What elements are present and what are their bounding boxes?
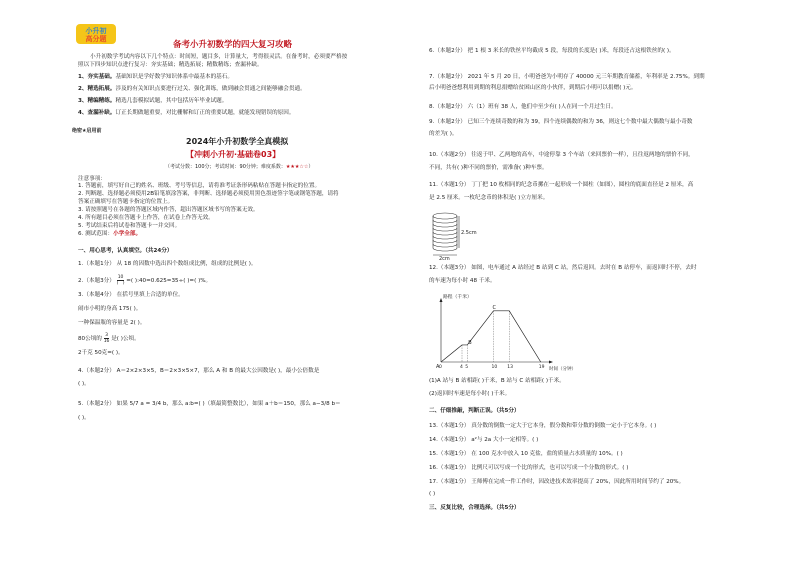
notice-item: 6. 测试范围：小学全部。: [78, 231, 142, 237]
question-10: 10.（本题2分） 往返于甲、乙两地的高车，中途停靠 3 个车站（来回票价一样），且往返两地的票价不同，: [429, 152, 694, 158]
question-3b: 一种保温瓶的容量是 2( )。: [78, 320, 146, 326]
question-12-cont: 的车速为每小时 48 千米。: [429, 278, 496, 284]
intro-line: 小升初数学考试内容以下几个特点：时间短，题目多，计算量大，考得很灵活。在备考时，必须要严格按: [90, 54, 348, 60]
distance-time-chart: [431, 290, 591, 374]
tip-item: 4、查漏补缺。订正长期做题重要，对比栅解和订正的重要试题，就能发现错误的原因。: [78, 110, 295, 116]
station-label: A: [436, 364, 440, 370]
judge-question: 15.（本题1分） 在 100 克水中放入 10 克盐，盐的质量占水质量的 10%。( ): [429, 451, 623, 457]
question-11-cont: 是 2.5 厘米。一枚纪念币的体积是( )立方厘米。: [429, 195, 549, 201]
x-tick-label: 0: [439, 365, 442, 370]
judge-question-cont: ( ): [429, 491, 436, 497]
chart-xlabel: 时间（分钟）: [549, 367, 576, 372]
question-9-cont: 的差为( )。: [429, 131, 458, 137]
station-label: B: [468, 339, 472, 346]
exam-info: （考试分数：100分；考试时间：90分钟；难度系数：★★★☆☆）: [165, 164, 314, 170]
question-4: 4.（本题2分） A＝2×2×3×5，B＝2×3×5×7，那么 A 和 B 的最大公因数是( )，最小公倍数是: [78, 368, 320, 374]
question-8: 8.（本题2分） 六（1）班有 38 人，他们中至少有( )人在同一个月过生日。: [429, 104, 617, 110]
x-tick-label: 10: [491, 365, 498, 370]
judge-question: 13.（本题1分） 真分数的倒数一定大于它本身，假分数和带分数的倒数一定小于它本身。( ): [429, 423, 657, 429]
exam-title: 2024年小升初数学全真模拟: [186, 137, 289, 146]
route-line: [441, 311, 541, 362]
question-7: 7.（本题2分） 2021 年 5 月 20 日，小明爸爸为小明存了 40000 元三年期教育储蓄，年利率是 2.75%。到期: [429, 74, 705, 80]
strategy-title: 备考小升初数学的四大复习攻略: [173, 40, 293, 50]
fraction: $\frac{10}{( )}$: [116, 275, 125, 286]
question-1: 1.（本题1分） 从 18 的因数中选出四个数组成比例，组成的比例是( )。: [78, 261, 257, 267]
notice-item: 4. 所有题目必须在答题卡上作答，在试卷上作答无效。: [78, 215, 214, 221]
svg-text:高分题: 高分题: [85, 35, 107, 43]
question-4-cont: ( )。: [78, 381, 90, 387]
question-3a: 闹市小明的身高 175( )。: [78, 306, 142, 312]
figure-diameter-label: 2cm: [439, 256, 450, 260]
section-heading: 一、用心思考，认真填空。（共24分）: [78, 248, 173, 254]
fraction: $\frac{3}{16}$: [103, 333, 110, 344]
logo: [74, 22, 118, 46]
x-tick-label: 13: [507, 365, 513, 370]
exam-subtitle: 【冲刺小升初·基础卷03】: [186, 150, 281, 159]
question-7-cont: 后小明爸爸想利用到期的利息捐赠给贫困山区的小伙伴，到期后小明可以捐赠( )元。: [429, 85, 637, 91]
judge-question: 14.（本题1分） a²与 2a 大小一定相等。( ): [429, 437, 539, 443]
question-3d: 2千克 50克=( )。: [78, 350, 124, 356]
svg-text:小升初: 小升初: [85, 27, 107, 35]
chart-ylabel: 路程（千米）: [443, 295, 472, 300]
question-6: 6.（本题2分） 把 1 根 3 米长的铁丝平均截成 5 段，每段的长度是( )米，每段还占这根铁丝的( )。: [429, 48, 675, 54]
notice-title: 注意事项：: [78, 176, 106, 182]
question-11: 11.（本题1分） 丁丁把 10 枚相同的纪念币摞在一起形成一个圆柱（如图），圆柱的底面直径是 2 厘米，高: [429, 182, 694, 188]
notice-item: 3. 请按照题号在各题的答题区域内作答，超出答题区域书写的答案无效。: [78, 207, 259, 213]
notice-item: 2. 判断题、选择题必须使用2B铅笔填涂答案，非判断、选择题必须使用黑色墨迹签字笔或钢笔答题，请将: [78, 191, 339, 197]
intro-line: 照以下四步知识点进行复习：夯实基础；精选拓展；精数精练；查漏补缺。: [78, 62, 263, 68]
test-scope: 小学全部。: [113, 231, 142, 237]
tip-item: 1、夯实基础。基础知识是学好数学知识体系中最基本的基石。: [78, 74, 233, 80]
section-heading: 二、仔细推敲，判断正误。（共5分）: [429, 408, 520, 414]
question-3c: 80公顷的 $\frac{3}{16}$ 是( )公顷。: [78, 333, 140, 344]
coin-stack-figure: [429, 208, 499, 260]
notice-item: 答案正确填写在答题卡指定的位置上。: [78, 199, 174, 205]
secret-mark: 绝密★启用前: [72, 128, 102, 134]
question-5-cont: ( )。: [78, 415, 90, 421]
question-9: 9.（本题2分） 已知三个连续奇数的和为 39，四个连续偶数的和为 36，则这七个数中最大偶数与最小奇数: [429, 119, 693, 125]
question-5: 5.（本题2分） 如果 5/7 a = 3/4 b，那么 a:b=( )（填最简整数比），如果 a＋b＝150，那么 a−3/8 b＝: [78, 401, 341, 407]
figure-height-label: 2.5cm: [461, 230, 477, 236]
difficulty-stars: ★★★☆☆: [285, 164, 309, 170]
section-heading: 三、反复比较，合理选择。（共5分）: [429, 505, 520, 511]
question-12-1: (1)A 站与 B 站相距( )千米，B 站与 C 站相距( )千米。: [429, 378, 565, 384]
judge-question: 16.（本题1分） 比例尺可以写成一个比的形式，也可以写成一个分数的形式。( ): [429, 465, 629, 471]
question-2: 2.（本题3分） $\frac{10}{( )}$ =( ):40=0.625=35÷( )=( )%。: [78, 275, 212, 286]
right-page: [425, 22, 775, 542]
notice-item: 1. 答题前，填写好自己的姓名、班级、考号等信息，请将准考证条形码粘贴在答题卡指定的位置。: [78, 183, 321, 189]
question-12: 12.（本题3分） 如图，电车通过 A 站经过 B 站到 C 站，然后返回。去时在 B 站停车，而返回时不停，去时: [429, 265, 697, 271]
x-tick-label: 5: [465, 365, 469, 370]
tip-item: 2、精选拓展。涉及的有关知识点要进行过关、强化训练，做到融会贯通之间能够融会贯通。: [78, 86, 306, 92]
notice-item: 5. 考试结束后将试卷和答题卡一并交回。: [78, 223, 181, 229]
left-page: [68, 22, 418, 542]
tip-item: 3、精编精练。精选几套模拟试题，其中包括历年毕业试题。: [78, 98, 228, 104]
question-3: 3.（本题4分） 在括号里填上合适的单位。: [78, 292, 184, 298]
question-12-2: (2)返回时车速是每小时( )千米。: [429, 391, 511, 397]
station-label: C: [492, 304, 496, 311]
question-10-cont: 不同，共有( )种不同的票价，需准备( )种车票。: [429, 165, 548, 171]
x-tick-label: 19: [538, 365, 545, 370]
x-axis-arrow: [549, 361, 553, 364]
x-tick-label: 4: [460, 365, 463, 370]
judge-question: 17.（本题1分） 王师傅在完成一件工作时，因改进技术效率提高了 20%，因此所用时间节约了 20%。: [429, 479, 685, 485]
